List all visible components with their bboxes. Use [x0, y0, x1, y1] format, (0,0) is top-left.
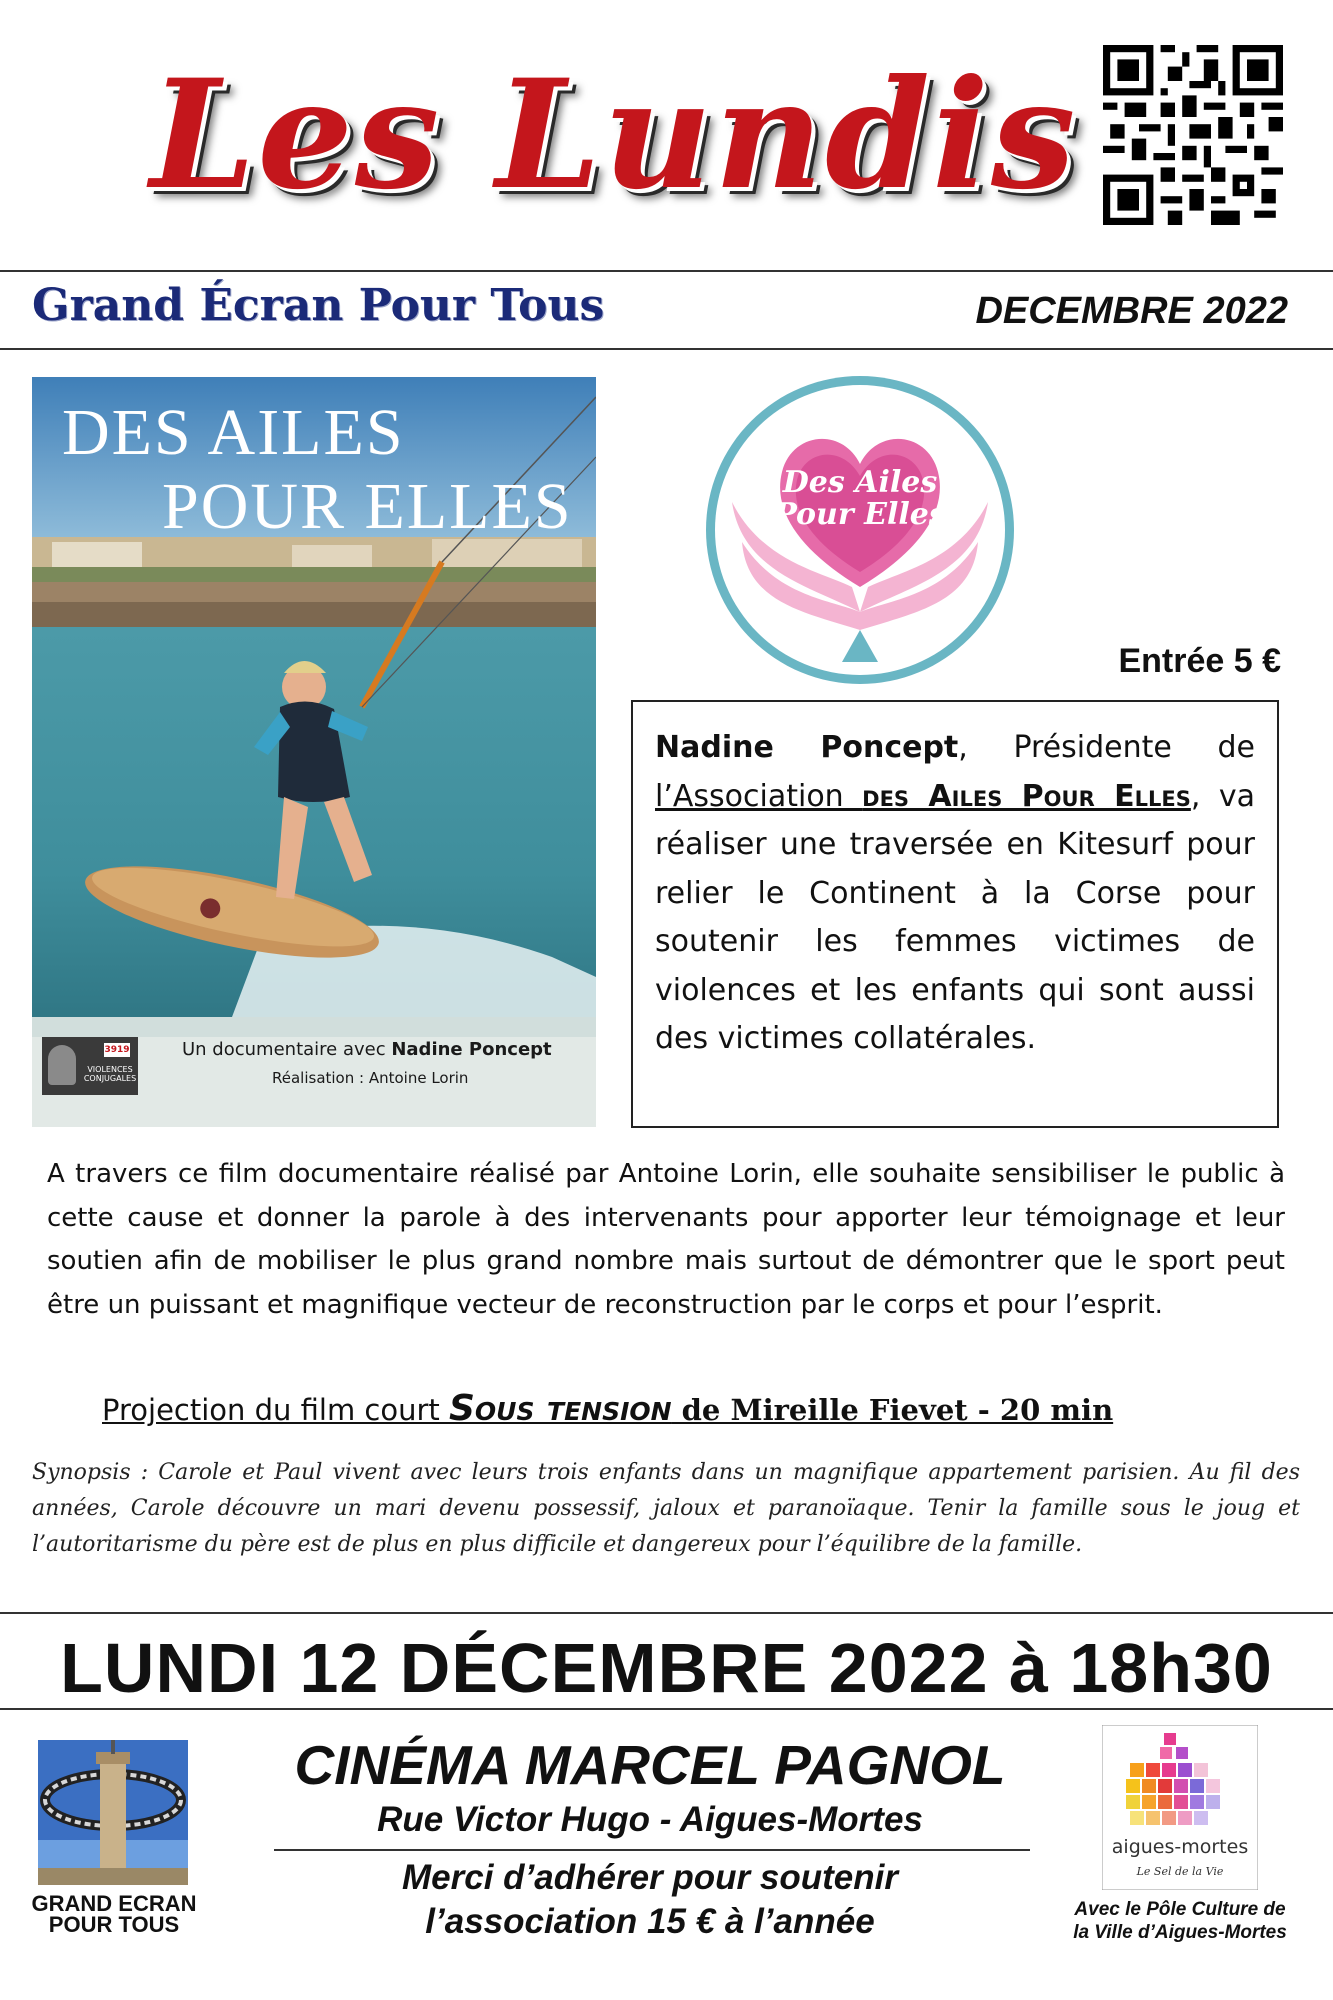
- presentation-text: Nadine Poncept, Présidente de l’Association des Ailes Pour Elles, va réaliser une traversée en Kitesurf pour relier le Continent à la Corse pour soutenir les femmes victimes de violences et les enfants qui sont aussi des victimes collatérales.: [655, 730, 1255, 1056]
- poster-director: Réalisation : Antoine Lorin: [272, 1069, 469, 1087]
- header-divider-bottom: [0, 348, 1333, 350]
- poster-title-line1: DES AILES: [62, 396, 405, 469]
- association-reference: l’Association des Ailes Pour Elles: [655, 778, 1191, 814]
- event-date: LUNDI 12 DÉCEMBRE 2022 à 18h30: [60, 1629, 1273, 1707]
- header-divider-top: [0, 270, 1333, 272]
- month-label: DECEMBRE 2022: [975, 290, 1288, 332]
- association-logo: [702, 372, 1018, 688]
- entry-price: Entrée 5 €: [1118, 642, 1281, 680]
- president-name: Nadine Poncept: [655, 730, 959, 765]
- grand-ecran-pour-tous-logo: [38, 1740, 188, 1885]
- short-film-heading: Projection du film court Sous tension de Mireille Fievet - 20 min: [102, 1388, 1114, 1429]
- aigues-mortes-logo-tagline: Le Sel de la Vie: [1136, 1865, 1224, 1878]
- violences-conjugales-badge: [42, 1037, 138, 1095]
- grand-ecran-pour-tous-label: GRAND ECRAN POUR TOUS: [31, 1891, 197, 1937]
- poster-credit: Un documentaire avec Nadine Poncept: [182, 1039, 552, 1060]
- short-film-author: de Mireille Fievet - 20 min: [671, 1393, 1114, 1427]
- footer-divider: [274, 1849, 1030, 1851]
- helpline-icon: 3919: [104, 1045, 130, 1055]
- cinema-name: CINÉMA MARCEL PAGNOL: [294, 1734, 1006, 1796]
- presentation-box: [631, 700, 1279, 1128]
- poster-title-line2: POUR ELLES: [162, 470, 573, 543]
- documentary-description: A travers ce film documentaire réalisé par Antoine Lorin, elle souhaite sensibiliser le public à cette cause et donner la parole à des intervenants pour apporter leur témoignage et leur soutien afin de mobiliser le plus grand nombre mais surtout de démontrer que le sport peut être un puissant et magnifique vecteur de reconstruction par le corps et pour l’esprit.: [47, 1159, 1285, 1320]
- qr-code[interactable]: [1103, 45, 1283, 225]
- film-poster: [32, 377, 596, 1127]
- short-film-title: Sous tension: [449, 1388, 672, 1429]
- silhouette-icon: [48, 1045, 76, 1085]
- association-logo-line2: Pour Elles: [774, 497, 946, 532]
- short-film-synopsis: Synopsis : Carole et Paul vivent avec leurs trois enfants dans un magnifique appartement parisien. Au fil des années, Carole découvre un mari devenu possessif, jaloux et paranoïaque. Tenir la famille sous le joug et l’autoritarisme du père est de plus en plus difficile et dangereux pour l’équilibre de la famille.: [32, 1460, 1300, 1557]
- aigues-mortes-caption: Avec le Pôle Culture de la Ville d’Aigues-Mortes: [1073, 1899, 1287, 1943]
- association-logo-line1: Des Ailes: [782, 465, 938, 500]
- membership-appeal: Merci d’adhérer pour soutenir l’association 15 € à l’année: [402, 1858, 898, 1941]
- aigues-mortes-logo-name: aigues-mortes: [1111, 1836, 1249, 1858]
- date-divider-top: [0, 1612, 1333, 1614]
- aigues-mortes-logo: [1102, 1725, 1258, 1890]
- event-series-logo: Les Lundis: [150, 47, 1078, 223]
- organizer-title: Grand Écran Pour Tous: [32, 280, 605, 331]
- date-divider-bottom: [0, 1708, 1333, 1710]
- cinema-address: Rue Victor Hugo - Aigues-Mortes: [377, 1800, 923, 1839]
- badge-label: VIOLENCES CONJUGALES: [83, 1065, 137, 1083]
